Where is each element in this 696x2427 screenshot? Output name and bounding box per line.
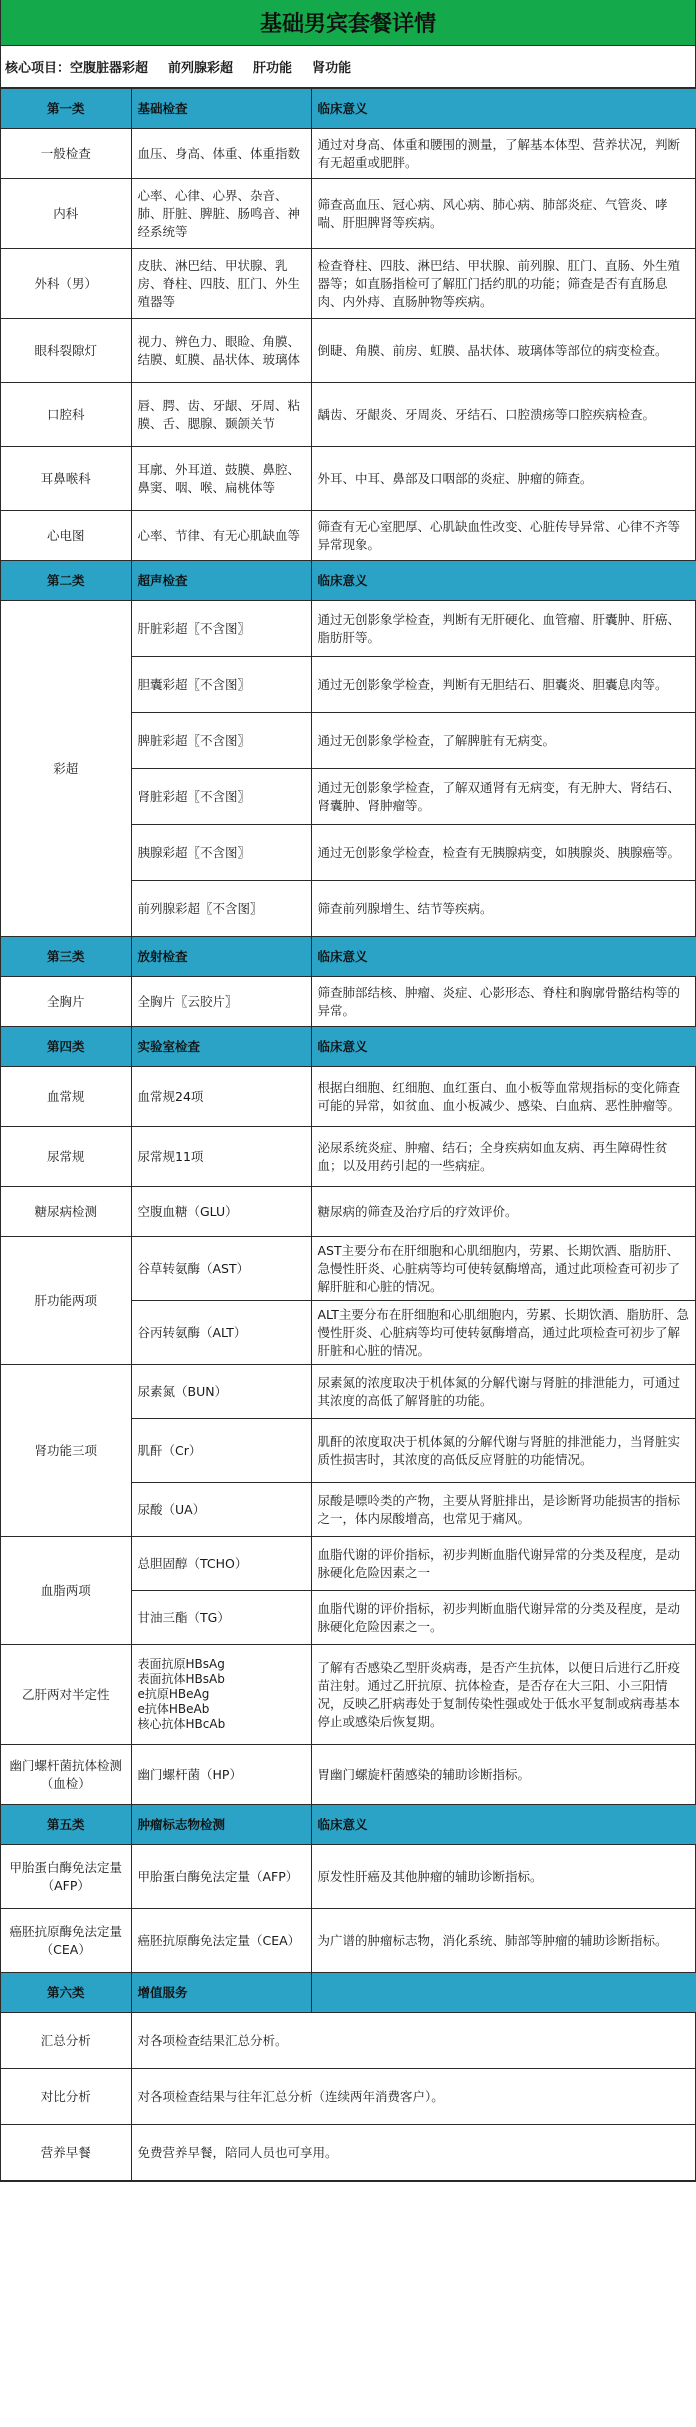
meaning-cell: 筛查有无心室肥厚、心肌缺血性改变、心脏传导异常、心律不齐等异常现象。 xyxy=(311,511,696,561)
item-cell: 幽门螺杆菌（HP） xyxy=(131,1745,311,1805)
meaning-cell: 免费营养早餐，陪同人员也可享用。 xyxy=(131,2125,696,2181)
category-cell: 口腔科 xyxy=(1,383,131,447)
item-cell: 尿酸（UA） xyxy=(131,1483,311,1537)
item-cell: 癌胚抗原酶免法定量（CEA） xyxy=(131,1909,311,1973)
table-row xyxy=(1,1127,696,1187)
category-cell: 肾功能三项 xyxy=(1,1365,131,1537)
item-cell: 甘油三酯（TG） xyxy=(131,1591,311,1645)
item-cell: 总胆固醇（TCHO） xyxy=(131,1537,311,1591)
meaning-cell: 胃幽门螺旋杆菌感染的辅助诊断指标。 xyxy=(311,1745,696,1805)
category-cell: 彩超 xyxy=(1,601,131,937)
category-cell: 乙肝两对半定性 xyxy=(1,1645,131,1745)
section-category-label: 第五类 xyxy=(1,1805,131,1845)
meaning-cell: 为广谱的肿瘤标志物，消化系统、肺部等肿瘤的辅助诊断指标。 xyxy=(311,1909,696,1973)
table-row xyxy=(1,1845,696,1909)
table-row xyxy=(1,319,696,383)
item-cell: 空腹血糖（GLU） xyxy=(131,1187,311,1237)
category-cell: 全胸片 xyxy=(1,977,131,1027)
core-item: 肝功能 xyxy=(253,61,293,76)
section-item-label: 超声检查 xyxy=(131,561,311,601)
item-cell: 耳廓、外耳道、鼓膜、鼻腔、鼻窦、咽、喉、扁桃体等 xyxy=(131,447,311,511)
page-title: 基础男宾套餐详情 xyxy=(1,0,695,46)
table-row xyxy=(1,977,696,1027)
core-item: 前列腺彩超 xyxy=(168,61,234,76)
item-cell: 唇、腭、齿、牙龈、牙周、粘膜、舌、腮腺、颞颌关节 xyxy=(131,383,311,447)
table-row xyxy=(1,2013,696,2069)
category-cell: 外科（男） xyxy=(1,249,131,319)
item-cell: 视力、辨色力、眼睑、角膜、结膜、虹膜、晶状体、玻璃体 xyxy=(131,319,311,383)
category-cell: 一般检查 xyxy=(1,129,131,179)
meaning-cell: 泌尿系统炎症、肿瘤、结石；全身疾病如血友病、再生障碍性贫血；以及用药引起的一些病症。 xyxy=(311,1127,696,1187)
item-cell: 血常规24项 xyxy=(131,1067,311,1127)
table-row xyxy=(1,1537,696,1591)
item-cell: 前列腺彩超〖不含图〗 xyxy=(131,881,311,937)
section-category-label: 第三类 xyxy=(1,937,131,977)
category-cell: 糖尿病检测 xyxy=(1,1187,131,1237)
category-cell: 眼科裂隙灯 xyxy=(1,319,131,383)
meaning-cell: 肌酐的浓度取决于机体氮的分解代谢与肾脏的排泄能力，当肾脏实质性损害时，其浓度的高低反应肾脏的功能情况。 xyxy=(311,1419,696,1483)
meaning-cell: 血脂代谢的评价指标，初步判断血脂代谢异常的分类及程度，是动脉硬化危险因素之一。 xyxy=(311,1591,696,1645)
category-cell: 内科 xyxy=(1,179,131,249)
meaning-cell: 外耳、中耳、鼻部及口咽部的炎症、肿瘤的筛查。 xyxy=(311,447,696,511)
table-row xyxy=(1,1909,696,1973)
meaning-cell: 筛查高血压、冠心病、风心病、肺心病、肺部炎症、气管炎、哮喘、肝胆脾肾等疾病。 xyxy=(311,179,696,249)
meaning-cell: 通过无创影象学检查，判断有无肝硬化、血管瘤、肝囊肿、肝癌、脂肪肝等。 xyxy=(311,601,696,657)
table-row xyxy=(1,1187,696,1237)
meaning-cell: 原发性肝癌及其他肿瘤的辅助诊断指标。 xyxy=(311,1845,696,1909)
section-item-label: 基础检查 xyxy=(131,89,311,129)
core-items-row xyxy=(1,46,695,88)
category-cell: 肝功能两项 xyxy=(1,1237,131,1365)
table-row xyxy=(1,1645,696,1745)
category-cell: 汇总分析 xyxy=(1,2013,131,2069)
section-item-label: 增值服务 xyxy=(131,1973,311,2013)
category-cell: 对比分析 xyxy=(1,2069,131,2125)
category-cell: 血脂两项 xyxy=(1,1537,131,1645)
table-row xyxy=(1,249,696,319)
item-cell: 尿素氮（BUN） xyxy=(131,1365,311,1419)
item-cell: 胰腺彩超〖不含图〗 xyxy=(131,825,311,881)
core-label: 核心项目： xyxy=(5,61,71,76)
category-cell: 尿常规 xyxy=(1,1127,131,1187)
meaning-cell: 尿素氮的浓度取决于机体氮的分解代谢与肾脏的排泄能力，可通过其浓度的高低了解肾脏的功能。 xyxy=(311,1365,696,1419)
item-cell: 谷丙转氨酶（ALT） xyxy=(131,1301,311,1365)
table-row xyxy=(1,1237,696,1301)
table-row xyxy=(1,601,696,657)
item-cell: 尿常规11项 xyxy=(131,1127,311,1187)
meaning-cell: 了解有否感染乙型肝炎病毒，是否产生抗体，以便日后进行乙肝疫苗注射。通过乙肝抗原、抗体检查，是否存在大三阳、小三阳情况，反映乙肝病毒处于复制传染性强或处于低水平复制或病毒基本停止或感染后恢复期。 xyxy=(311,1645,696,1745)
table-row xyxy=(1,383,696,447)
table-row xyxy=(1,447,696,511)
item-cell: 谷草转氨酶（AST） xyxy=(131,1237,311,1301)
section-category-label: 第二类 xyxy=(1,561,131,601)
meaning-cell: 糖尿病的筛查及治疗后的疗效评价。 xyxy=(311,1187,696,1237)
category-cell: 癌胚抗原酶免法定量（CEA） xyxy=(1,1909,131,1973)
section-category-label: 第六类 xyxy=(1,1973,131,2013)
section-category-label: 第四类 xyxy=(1,1027,131,1067)
category-cell: 血常规 xyxy=(1,1067,131,1127)
meaning-cell: 通过无创影象学检查，判断有无胆结石、胆囊炎、胆囊息肉等。 xyxy=(311,657,696,713)
table-row xyxy=(1,129,696,179)
item-cell: 肾脏彩超〖不含图〗 xyxy=(131,769,311,825)
item-cell: 血压、身高、体重、体重指数 xyxy=(131,129,311,179)
table-row xyxy=(1,511,696,561)
section-meaning-label: 临床意义 xyxy=(311,89,696,129)
table-row xyxy=(1,179,696,249)
meaning-cell: 龋齿、牙龈炎、牙周炎、牙结石、口腔溃疡等口腔疾病检查。 xyxy=(311,383,696,447)
meaning-cell: 筛查肺部结核、肿瘤、炎症、心影形态、脊柱和胸廓骨骼结构等的异常。 xyxy=(311,977,696,1027)
section-header xyxy=(1,1973,696,2013)
meaning-cell: 对各项检查结果与往年汇总分析（连续两年消费客户）。 xyxy=(131,2069,696,2125)
table-row xyxy=(1,1365,696,1419)
meaning-cell: 通过无创影象学检查，检查有无胰腺病变，如胰腺炎、胰腺癌等。 xyxy=(311,825,696,881)
meaning-cell: AST主要分布在肝细胞和心肌细胞内，劳累、长期饮酒、脂肪肝、急慢性肝炎、心脏病等均可使转氨酶增高，通过此项检查可初步了解肝脏和心脏的情况。 xyxy=(311,1237,696,1301)
section-header xyxy=(1,1027,696,1067)
table-row xyxy=(1,2069,696,2125)
meaning-cell: 倒睫、角膜、前房、虹膜、晶状体、玻璃体等部位的病变检查。 xyxy=(311,319,696,383)
category-cell: 营养早餐 xyxy=(1,2125,131,2181)
table-row xyxy=(1,1745,696,1805)
item-cell: 胆囊彩超〖不含图〗 xyxy=(131,657,311,713)
category-cell: 耳鼻喉科 xyxy=(1,447,131,511)
section-meaning-label: 临床意义 xyxy=(311,1027,696,1067)
meaning-cell: ALT主要分布在肝细胞和心肌细胞内，劳累、长期饮酒、脂肪肝、急慢性肝炎、心脏病等均可使转氨酶增高，通过此项检查可初步了解肝脏和心脏的情况。 xyxy=(311,1301,696,1365)
package-table xyxy=(1,88,696,2181)
meaning-cell: 尿酸是嘌呤类的产物，主要从肾脏排出，是诊断肾功能损害的指标之一，体内尿酸增高，也常见于痛风。 xyxy=(311,1483,696,1537)
section-meaning-label xyxy=(311,1973,696,2013)
section-header xyxy=(1,89,696,129)
section-header xyxy=(1,561,696,601)
meaning-cell: 检查脊柱、四肢、淋巴结、甲状腺、前列腺、肛门、直肠、外生殖器等；如直肠指检可了解肛门括约肌的功能；筛查是否有直肠息肉、内外痔、直肠肿物等疾病。 xyxy=(311,249,696,319)
category-cell: 甲胎蛋白酶免法定量（AFP） xyxy=(1,1845,131,1909)
section-item-label: 放射检查 xyxy=(131,937,311,977)
core-item: 空腹脏器彩超 xyxy=(70,61,149,76)
item-cell: 肌酐（Cr） xyxy=(131,1419,311,1483)
meaning-cell: 通过无创影象学检查，了解脾脏有无病变。 xyxy=(311,713,696,769)
category-cell: 幽门螺杆菌抗体检测（血检） xyxy=(1,1745,131,1805)
item-cell: 皮肤、淋巴结、甲状腺、乳房、脊柱、四肢、肛门、外生殖器等 xyxy=(131,249,311,319)
section-item-label: 肿瘤标志物检测 xyxy=(131,1805,311,1845)
section-item-label: 实验室检查 xyxy=(131,1027,311,1067)
section-meaning-label: 临床意义 xyxy=(311,937,696,977)
item-cell: 心率、节律、有无心肌缺血等 xyxy=(131,511,311,561)
meaning-cell: 根据白细胞、红细胞、血红蛋白、血小板等血常规指标的变化筛查可能的异常，如贫血、血小板减少、感染、白血病、恶性肿瘤等。 xyxy=(311,1067,696,1127)
section-category-label: 第一类 xyxy=(1,89,131,129)
meaning-cell: 通过无创影象学检查，了解双通肾有无病变，有无肿大、肾结石、肾囊肿、肾肿瘤等。 xyxy=(311,769,696,825)
item-cell: 全胸片〖云胶片〗 xyxy=(131,977,311,1027)
table-row xyxy=(1,2125,696,2181)
category-cell: 心电图 xyxy=(1,511,131,561)
section-header xyxy=(1,937,696,977)
meaning-cell: 筛查前列腺增生、结节等疾病。 xyxy=(311,881,696,937)
item-cell: 肝脏彩超〖不含图〗 xyxy=(131,601,311,657)
section-header xyxy=(1,1805,696,1845)
core-item: 肾功能 xyxy=(312,61,352,76)
section-meaning-label: 临床意义 xyxy=(311,561,696,601)
table-row xyxy=(1,1067,696,1127)
meaning-cell: 通过对身高、体重和腰围的测量，了解基本体型、营养状况，判断有无超重或肥胖。 xyxy=(311,129,696,179)
item-cell: 心率、心律、心界、杂音、肺、肝脏、脾脏、肠鸣音、神经系统等 xyxy=(131,179,311,249)
meaning-cell: 血脂代谢的评价指标，初步判断血脂代谢异常的分类及程度，是动脉硬化危险因素之一 xyxy=(311,1537,696,1591)
item-cell: 甲胎蛋白酶免法定量（AFP） xyxy=(131,1845,311,1909)
item-cell: 脾脏彩超〖不含图〗 xyxy=(131,713,311,769)
meaning-cell: 对各项检查结果汇总分析。 xyxy=(131,2013,696,2069)
item-cell: 表面抗原HBsAg 表面抗体HBsAb e抗原HBeAg e抗体HBeAb 核心抗体HBcAb xyxy=(131,1645,311,1745)
section-meaning-label: 临床意义 xyxy=(311,1805,696,1845)
